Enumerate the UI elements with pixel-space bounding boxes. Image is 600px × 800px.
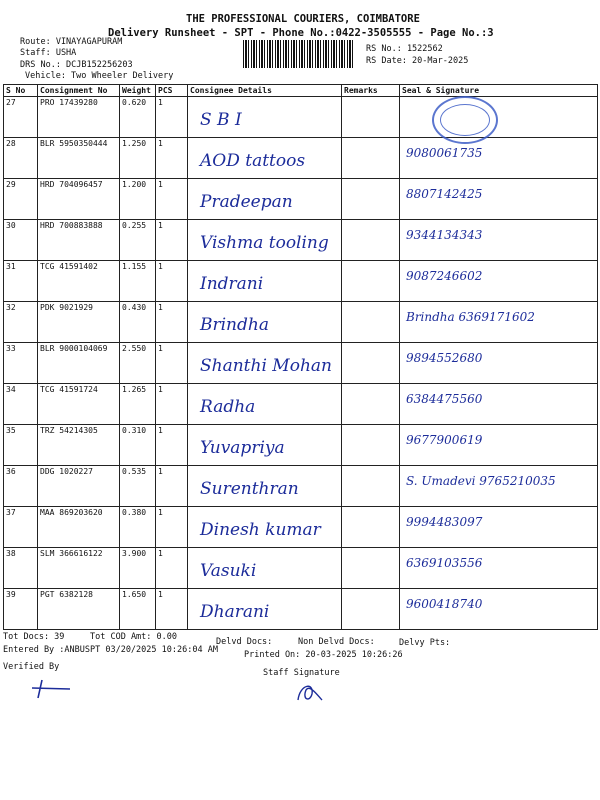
sno-cell: 32 <box>4 302 38 343</box>
weight-cell: 1.155 <box>120 261 156 302</box>
tot-cod-amt: Tot COD Amt: 0.00 <box>90 632 177 642</box>
table-row <box>4 302 598 343</box>
sno-cell: 30 <box>4 220 38 261</box>
signature-cell <box>400 179 598 220</box>
consignee-cell <box>188 179 342 220</box>
consignment-cell: PGT 6382128 <box>38 589 120 630</box>
signature-cell <box>400 589 598 630</box>
consignee-handwriting: Pradeepan <box>200 192 293 212</box>
remarks-cell <box>342 97 400 138</box>
weight-cell: 0.535 <box>120 466 156 507</box>
signature-cell <box>400 384 598 425</box>
col-header-signature: Seal & Signature <box>400 85 598 97</box>
table-row <box>4 548 598 589</box>
weight-cell: 0.255 <box>120 220 156 261</box>
consignment-cell: HRD 704096457 <box>38 179 120 220</box>
table-row <box>4 425 598 466</box>
sno-cell: 31 <box>4 261 38 302</box>
consignment-cell: HRD 700883888 <box>38 220 120 261</box>
consignment-cell: TRZ 54214305 <box>38 425 120 466</box>
signature-cell <box>400 425 598 466</box>
consignee-handwriting: S B I <box>200 110 242 130</box>
sno-cell: 29 <box>4 179 38 220</box>
consignee-cell <box>188 507 342 548</box>
signature-handwriting: 9600418740 <box>406 597 483 611</box>
rs-date: RS Date: 20-Mar-2025 <box>366 56 469 66</box>
signature-cell <box>400 138 598 179</box>
weight-cell: 0.620 <box>120 97 156 138</box>
consignee-handwriting: Radha <box>200 397 256 417</box>
delvd-docs: Delvd Docs: <box>216 637 273 647</box>
table-row <box>4 138 598 179</box>
consignment-cell: TCG 41591724 <box>38 384 120 425</box>
pcs-cell: 1 <box>156 220 188 261</box>
consignee-cell <box>188 548 342 589</box>
table-row <box>4 507 598 548</box>
signature-cell <box>400 97 598 138</box>
remarks-cell <box>342 302 400 343</box>
entered-by: Entered By :ANBUSPT 03/20/2025 10:26:04 AM <box>3 645 218 655</box>
table-row <box>4 343 598 384</box>
sno-cell: 35 <box>4 425 38 466</box>
runsheet-table <box>3 84 598 630</box>
consignee-cell <box>188 384 342 425</box>
signature-handwriting: 8807142425 <box>406 187 483 201</box>
consignment-cell: BLR 5950350444 <box>38 138 120 179</box>
consignee-handwriting: Dinesh kumar <box>200 520 321 540</box>
pcs-cell: 1 <box>156 97 188 138</box>
consignee-handwriting: Shanthi Mohan <box>200 356 332 376</box>
verified-signature-mark <box>28 676 76 702</box>
remarks-cell <box>342 261 400 302</box>
remarks-cell <box>342 220 400 261</box>
remarks-cell <box>342 343 400 384</box>
verified-by-label: Verified By <box>3 662 60 672</box>
weight-cell: 0.310 <box>120 425 156 466</box>
sno-cell: 36 <box>4 466 38 507</box>
consignee-cell <box>188 97 342 138</box>
pcs-cell: 1 <box>156 179 188 220</box>
signature-cell <box>400 261 598 302</box>
col-header-consignee: Consignee Details <box>188 85 342 97</box>
runsheet-title: Delivery Runsheet - SPT - Phone No.:0422-3505555 - Page No.:3 <box>108 27 494 39</box>
rs-number: RS No.: 1522562 <box>366 44 443 54</box>
staff-signature-mark <box>292 680 328 706</box>
consignee-handwriting: Vasuki <box>200 561 257 581</box>
signature-handwriting: 9894552680 <box>406 351 483 365</box>
route-label: Route: VINAYAGAPURAM <box>20 37 123 47</box>
col-header-sno: S No <box>4 85 38 97</box>
consignee-cell <box>188 466 342 507</box>
remarks-cell <box>342 466 400 507</box>
signature-cell <box>400 343 598 384</box>
table-row <box>4 261 598 302</box>
printed-on: Printed On: 20-03-2025 10:26:26 <box>244 650 403 660</box>
signature-handwriting: S. Umadevi 9765210035 <box>406 474 556 488</box>
weight-cell: 1.650 <box>120 589 156 630</box>
signature-handwriting: 9677900619 <box>406 433 483 447</box>
table-row <box>4 589 598 630</box>
signature-handwriting: 6384475560 <box>406 392 483 406</box>
weight-cell: 1.250 <box>120 138 156 179</box>
table-header-row <box>4 85 598 97</box>
weight-cell: 3.900 <box>120 548 156 589</box>
consignee-cell <box>188 425 342 466</box>
non-delvd-docs: Non Delvd Docs: <box>298 637 375 647</box>
signature-handwriting: 9994483097 <box>406 515 483 529</box>
consignee-handwriting: Surenthran <box>200 479 299 499</box>
consignee-cell <box>188 343 342 384</box>
signature-cell <box>400 548 598 589</box>
signature-handwriting: Brindha 6369171602 <box>406 310 535 324</box>
table-row <box>4 466 598 507</box>
pcs-cell: 1 <box>156 138 188 179</box>
pcs-cell: 1 <box>156 589 188 630</box>
signature-cell <box>400 302 598 343</box>
consignee-cell <box>188 138 342 179</box>
consignee-cell <box>188 261 342 302</box>
pcs-cell: 1 <box>156 302 188 343</box>
col-header-pcs: PCS <box>156 85 188 97</box>
table-row <box>4 384 598 425</box>
consignment-cell: BLR 9000104069 <box>38 343 120 384</box>
col-header-consignment: Consignment No <box>38 85 120 97</box>
table-row <box>4 97 598 138</box>
consignee-cell <box>188 220 342 261</box>
consignee-handwriting: Yuvapriya <box>200 438 285 458</box>
consignment-cell: MAA 869203620 <box>38 507 120 548</box>
consignment-cell: PRO 17439280 <box>38 97 120 138</box>
remarks-cell <box>342 179 400 220</box>
signature-cell <box>400 507 598 548</box>
consignee-cell <box>188 589 342 630</box>
weight-cell: 0.380 <box>120 507 156 548</box>
signature-handwriting: 9080061735 <box>406 146 483 160</box>
remarks-cell <box>342 589 400 630</box>
sno-cell: 28 <box>4 138 38 179</box>
consignment-cell: PDK 9021929 <box>38 302 120 343</box>
delvy-pts: Delvy Pts: <box>399 638 451 648</box>
sno-cell: 27 <box>4 97 38 138</box>
tot-docs: Tot Docs: 39 <box>3 632 65 642</box>
weight-cell: 1.200 <box>120 179 156 220</box>
sno-cell: 34 <box>4 384 38 425</box>
remarks-cell <box>342 138 400 179</box>
sno-cell: 39 <box>4 589 38 630</box>
staff-signature-label: Staff Signature <box>263 668 340 678</box>
consignee-handwriting: Indrani <box>200 274 264 294</box>
table-row <box>4 220 598 261</box>
seal-stamp <box>432 96 498 144</box>
pcs-cell: 1 <box>156 261 188 302</box>
consignee-handwriting: Vishma tooling <box>200 233 329 253</box>
sno-cell: 33 <box>4 343 38 384</box>
pcs-cell: 1 <box>156 425 188 466</box>
signature-handwriting: 6369103556 <box>406 556 483 570</box>
pcs-cell: 1 <box>156 343 188 384</box>
sno-cell: 37 <box>4 507 38 548</box>
weight-cell: 2.550 <box>120 343 156 384</box>
consignment-cell: DDG 1020227 <box>38 466 120 507</box>
signature-cell <box>400 466 598 507</box>
remarks-cell <box>342 548 400 589</box>
consignee-handwriting: Brindha <box>200 315 269 335</box>
barcode-image <box>243 40 353 68</box>
remarks-cell <box>342 425 400 466</box>
col-header-remarks: Remarks <box>342 85 400 97</box>
col-header-weight: Weight <box>120 85 156 97</box>
consignment-cell: TCG 41591402 <box>38 261 120 302</box>
pcs-cell: 1 <box>156 507 188 548</box>
signature-handwriting: 9344134343 <box>406 228 483 242</box>
consignment-cell: SLM 366616122 <box>38 548 120 589</box>
drs-number: DRS No.: DCJB152256203 <box>20 60 133 70</box>
pcs-cell: 1 <box>156 384 188 425</box>
remarks-cell <box>342 507 400 548</box>
vehicle-label: Vehicle: Two Wheeler Delivery <box>25 71 174 81</box>
signature-cell <box>400 220 598 261</box>
signature-handwriting: 9087246602 <box>406 269 483 283</box>
table-row <box>4 179 598 220</box>
pcs-cell: 1 <box>156 548 188 589</box>
sno-cell: 38 <box>4 548 38 589</box>
pcs-cell: 1 <box>156 466 188 507</box>
staff-label: Staff: USHA <box>20 48 77 58</box>
consignee-handwriting: Dharani <box>200 602 270 622</box>
consignee-cell <box>188 302 342 343</box>
consignee-handwriting: AOD tattoos <box>200 151 306 171</box>
weight-cell: 0.430 <box>120 302 156 343</box>
remarks-cell <box>342 384 400 425</box>
company-name: THE PROFESSIONAL COURIERS, COIMBATORE <box>186 13 420 25</box>
weight-cell: 1.265 <box>120 384 156 425</box>
